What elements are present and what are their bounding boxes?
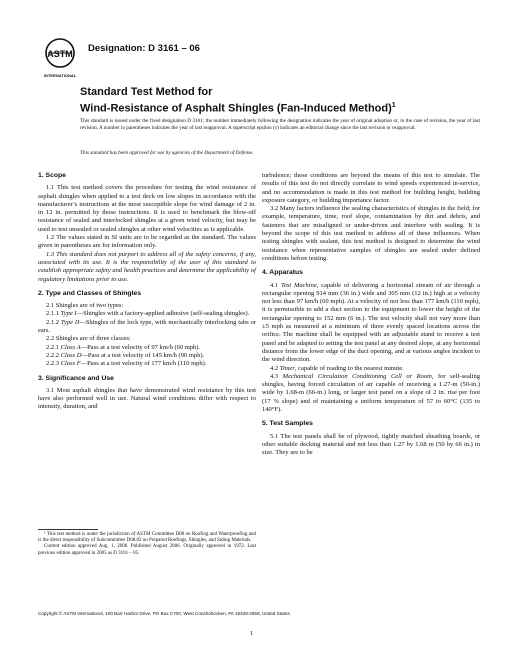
para-3-1-continued: turbulence; these conditions are beyond the means of this test to simulate. The results of this test do not directly correlate to wind speeds experienced in-service, and no accommodation is made in this test method for building height, building exposure category, or building importance factor. — [262, 172, 480, 204]
para-2-1-1-text: —Shingles with a factory-applied adhesive (self-sealing shingles). — [76, 310, 250, 318]
para-2-1-2-term: Type II — [60, 318, 80, 326]
para-2-1-2-text: —Shingles of the lock type, with mechanically interlocking tabs or ears. — [38, 318, 256, 335]
title-text: Wind-Resistance of Asphalt Shingles (Fan-Induced Method) — [80, 102, 392, 115]
para-2-1-1 — [38, 310, 256, 318]
title-block — [80, 86, 480, 116]
para-4-3 — [262, 373, 480, 414]
page-number: 1 — [250, 630, 254, 637]
para-2-1-2 — [38, 319, 256, 336]
para-2-2-2-num: 2.2.2 — [46, 351, 61, 359]
para-2-2-1-text: —Pass at a test velocity of 97 km/h (60 mph). — [80, 343, 201, 351]
left-column — [38, 172, 256, 412]
para-2-2-2-term: Class D — [60, 351, 82, 359]
defense-note: This standard has been approved for use by agencies of the Department of Defense. — [80, 150, 254, 156]
section-heading-test-samples: 5. Test Samples — [262, 420, 313, 428]
para-2-1-2-num: 2.1.2 — [46, 318, 61, 326]
para-4-2 — [262, 365, 480, 373]
title-footnote-mark: 1 — [391, 102, 396, 109]
para-4-3-term: Mechanical Circulation Conditioning Cell or Room — [282, 372, 432, 380]
section-heading-types: 2. Type and Classes of Shingles — [38, 289, 141, 297]
para-1-1: 1.1 This test method covers the procedure for testing the wind resistance of asphalt shingles when applied to a test deck on low slopes in accordance with the manufacturer’s instructions at the most susceptible slope for wind damage of 2 in. in 12 in. permitted by those instructions. It is used to benchmark the blow-off resistance of sealed and interlocked shingles at a given wind velocity, but may be used to test unsealed or sealed shingles at other wind velocities as is applicable. — [38, 184, 256, 233]
title-line-1: Standard Test Method for — [80, 86, 213, 98]
para-4-3-num: 4.3 — [270, 372, 283, 380]
copyright-line: Copyright © ASTM International, 100 Barr Harbor Drive, PO Box C700, West Conshohocken, PA 19428-2959, United States. — [38, 611, 291, 616]
para-4-1-term: Test Machine — [280, 281, 317, 289]
para-2-2-3 — [38, 360, 256, 368]
para-2-2-3-term: Class F — [60, 360, 81, 368]
para-2-2-3-num: 2.2.3 — [46, 360, 61, 368]
para-2-2-3-text: —Pass at a test velocity of 177 km/h (110 mph). — [80, 360, 207, 368]
issuance-note: This standard is issued under the fixed designation D 3161; the number immediately following the designation indicates the year of original adoption or, in the case of revision, the year of last revision. A number in parentheses indicates the year of last reapproval. A superscript epsilon (ε) indicates an editorial change since the last revision or reapproval. — [80, 118, 480, 131]
designation: Designation: D 3161 – 06 — [88, 43, 200, 54]
astm-logo-icon — [40, 36, 80, 80]
para-2-2-1-term: Class A — [60, 343, 81, 351]
para-4-1 — [262, 282, 480, 365]
para-4-3-text: , for self-sealing shingles, having forced circulation of air capable of receiving a 1.27-m (50-in.) wide by 1.68-m (66-in.) long, or larger test panel on a slope of 2 in. rise per foot (17 % slope) and of maintaining a uniform temperature of 57 to 60°C (135 to 140°F). — [262, 372, 481, 414]
svg-text:INTERNATIONAL: INTERNATIONAL — [43, 73, 77, 78]
footnote-rule — [38, 529, 98, 530]
footnote-jurisdiction: ¹ This test method is under the jurisdiction of ASTM Committee D08 on Roofing and Waterproofing and is the direct responsibility of Subcommittee D08.02 on Prepared Roofings, Shingles, and Siding Materials. — [38, 532, 256, 544]
right-column — [262, 172, 480, 458]
para-2-1-1-num: 2.1.1 — [46, 310, 61, 318]
para-2-2-1-num: 2.2.1 — [46, 343, 61, 351]
para-2-2-2 — [38, 352, 256, 360]
para-4-2-num: 4.2 — [270, 364, 280, 372]
para-2-2-1 — [38, 344, 256, 352]
para-1-3: 1.3 This standard does not purport to address all of the safety concerns, if any, associated with its use. It is the responsibility of the user of this standard to establish appropriate safety and health practices and determine the applicability of regulatory limitations prior to use. — [38, 250, 256, 283]
para-4-2-text: , capable of reading to the nearest minute. — [294, 364, 404, 372]
para-3-2: 3.2 Many factors influence the sealing characteristics of shingles in the field; for example, temperature, time, roof slope, contamination by dirt and debris, and fasteners that are misaligned or under-driven and interfere with sealing. It is beyond the scope of this test method to address all of these influences. When testing shingles with sealant, this test method is designed to determine the wind resistance when representative samples of shingles are sealed under defined conditions before testing. — [262, 205, 480, 262]
section-heading-significance: 3. Significance and Use — [38, 374, 114, 382]
para-1-2: 1.2 The values stated in SI units are to be regarded as the standard. The values given in parentheses are for information only. — [38, 234, 256, 250]
para-2-2: 2.2 Shingles are of three classes: — [46, 335, 131, 343]
section-heading-scope: 1. Scope — [38, 172, 66, 179]
para-4-1-num: 4.1 — [270, 281, 281, 289]
para-4-2-term: Timer — [279, 364, 295, 372]
svg-text:ASTM: ASTM — [47, 49, 73, 59]
para-4-1-text: , capable of delivering a horizontal stream of air through a rectangular opening 914 mm (36 in.) wide and 305 mm (12 in.) high at a velocity not less than 97 km/h (60 mph). At a velocity of not less than 177 km/h (110 mph), it is permissible to add a duct section to the equipment to lower the height of the rectangular opening to 152 mm (6 in.). The test velocity shall not vary more than ±5 mph as measured at a minimum of three evenly spaced locations across the orifice. The machine shall be equipped with an adjustable stand to receive a test panel and be adapted to setting the test panel at any desired slope, at any horizontal distance from the lower edge of the duct opening, and at various angles incident to the wind direction. — [262, 281, 480, 364]
footnote — [38, 532, 256, 557]
para-2-1-1-term: Type I — [60, 310, 77, 318]
para-3-1: 3.1 Most asphalt shingles that have demonstrated wind resistance by this test have also performed well in use. Natural wind conditions differ with respect to intensity, duration, and — [38, 386, 256, 411]
para-2-1: 2.1 Shingles are of two types: — [46, 302, 124, 310]
title-line-2 — [80, 99, 480, 116]
para-2-2-2-text: —Pass at a test velocity of 145 km/h (90 mph). — [81, 351, 205, 359]
section-heading-apparatus: 4. Apparatus — [262, 269, 303, 277]
footnote-edition: Current edition approved Aug. 1, 2006. Published August 2006. Originally approved in 1972. Last previous edition approved in 2005 as D 3161 – 05. — [38, 544, 256, 556]
para-5-1: 5.1 The test panels shall be of plywood, tightly matched sheathing boards, or other suitable decking material and not less than 1.27 by 1.68 m (50 by 66 in.) in size. They are to be — [262, 432, 480, 457]
